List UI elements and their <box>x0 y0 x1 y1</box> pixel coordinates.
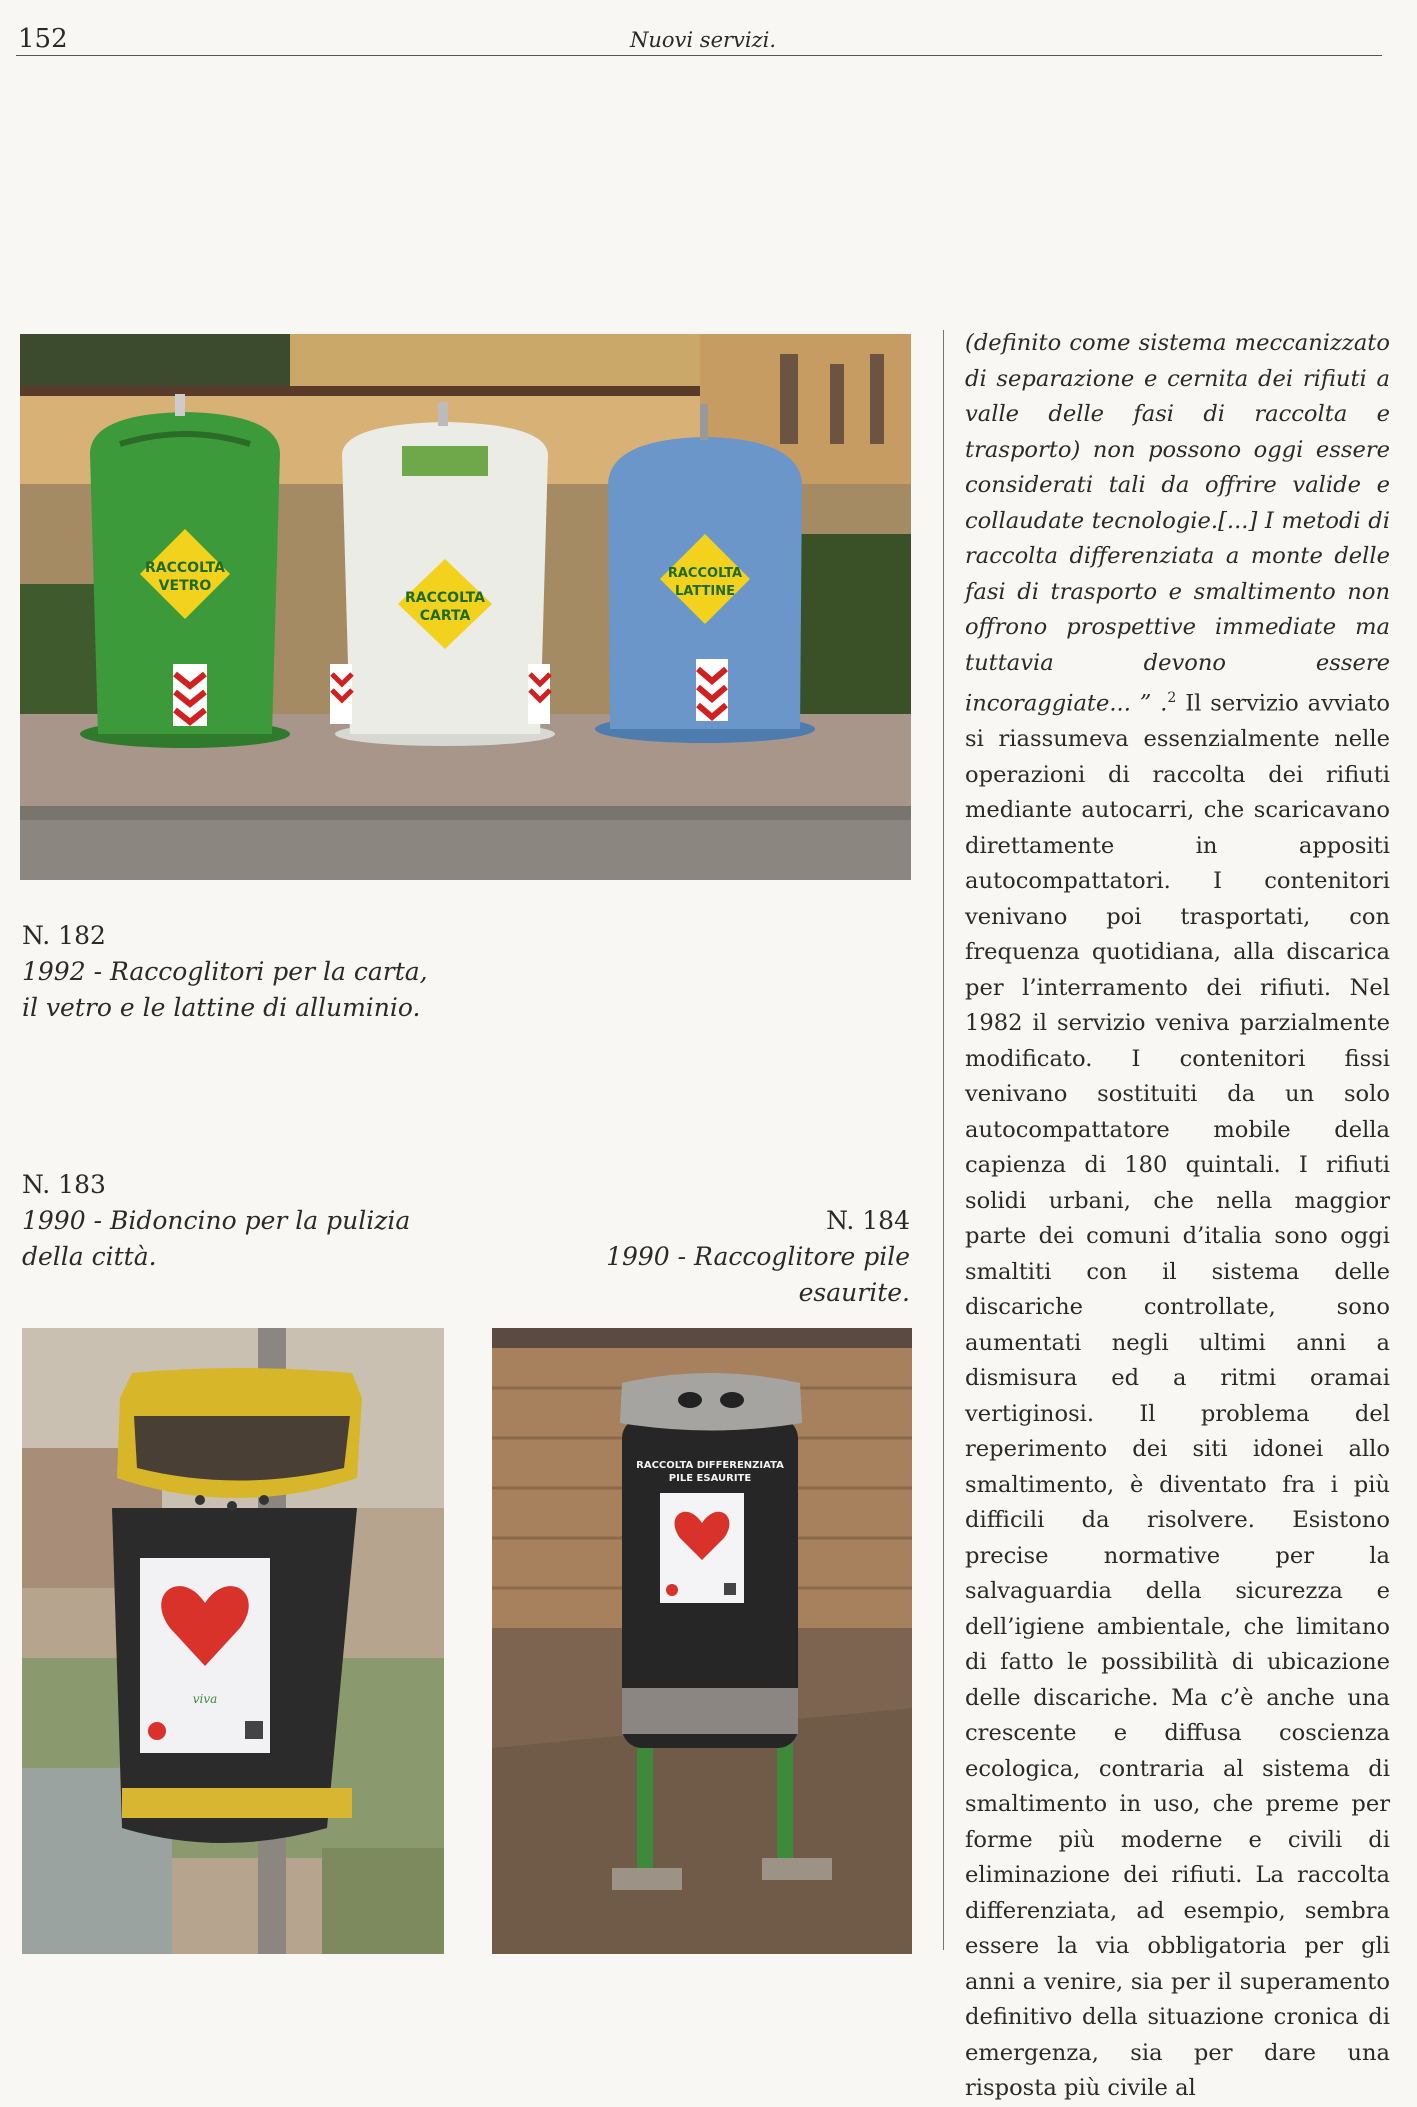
figure-caption-184: 1990 - Raccoglitore pile esaurite. <box>606 1242 910 1307</box>
figure-number-183: N. 183 <box>22 1170 106 1199</box>
running-head: Nuovi servizi. <box>630 28 777 52</box>
page-number: 152 <box>18 24 68 54</box>
bin-label-vetro-line2: VETRO <box>158 578 212 594</box>
figure-caption-182: 1992 - Raccoglitori per la carta, il vetro e le lattine di alluminio. <box>22 957 428 1022</box>
bin-label-lattine-line1: RACCOLTA <box>667 566 743 581</box>
body-text-roman: Il servizio avviato si riassumeva essenzialmente nelle operazioni di raccolta dei rifiuti mediante autocarri, che scaricavano direttamente in appositi autocompattatori. I contenitori venivano poi trasportati, con frequenza quotidiana, alla discarica per l’interramento dei rifiuti. Nel 1982 il servizio veniva parzialmente modificato. I contenitori fissi venivano sostituiti da un solo autocompattatore mobile della capienza di 180 quintali. I rifiuti solidi urbani, che nella maggior parte dei comuni d’italia sono oggi smaltiti con il sistema delle discariche controllate, sono aumentati negli ultimi anni a dismisura ed a ritmi oramai vertiginosi. Il problema del reperimento dei siti idonei allo smaltimento, è diventato fra i più difficili da risolvere. Esistono precise normative per la salvaguardia della sicurezza e dell’igiene ambientale, che limitano di fatto le possibilità di ubicazione delle discariche. Ma c’è anche una crescente e diffusa coscienza ecologica, contraria al sistema di smaltimento in uso, che preme per forme più moderne e civili di eliminazione dei rifiuti. La raccolta differenziata, ad esempio, sembra essere la via obbligatoria per gli anni a venire, sia per il superamento definitivo della situazione cronica di emergenza, sia per dare una risposta più civile al <box>965 690 1390 2102</box>
caption-fig-183 <box>22 1167 502 1275</box>
column-divider <box>943 330 944 1950</box>
figure-number-184: N. 184 <box>826 1206 910 1235</box>
battery-bin-label-line1: RACCOLTA DIFFERENZIATA <box>636 1460 784 1471</box>
photo-litter-bin <box>22 1328 444 1954</box>
battery-bin-label-line2: PILE ESAURITE <box>668 1473 752 1484</box>
body-text <box>965 326 1390 2107</box>
figure-caption-183: 1990 - Bidoncino per la pulizia della città. <box>22 1206 411 1271</box>
figure-number-182: N. 182 <box>22 921 106 950</box>
body-text-italic: (definito come sistema meccanizzato di separazione e cernita dei rifiuti a valle delle fasi di raccolta e trasporto) non possono oggi essere considerati tali da offrire valide e collaudate tecnologie.[...] I metodi di raccolta differenziata a monte delle fasi di trasporto e smaltimento non offrono prospettive immediate ma tuttavia devono essere incoraggiate... ” . <box>965 330 1390 717</box>
photo-battery-bin <box>492 1328 912 1954</box>
bin-label-vetro-line1: RACCOLTA <box>145 560 225 576</box>
header-rule <box>16 55 1382 56</box>
footnote-ref: 2 <box>1167 690 1177 706</box>
bin-label-carta-line1: RACCOLTA <box>405 590 485 606</box>
caption-fig-184 <box>500 1203 910 1311</box>
bin-label-carta-line2: CARTA <box>419 608 471 624</box>
photo-recycling-bins <box>20 334 911 880</box>
svg-text:viva: viva <box>192 1692 218 1706</box>
caption-fig-182 <box>22 918 502 1026</box>
bin-label-lattine-line2: LATTINE <box>675 584 735 599</box>
